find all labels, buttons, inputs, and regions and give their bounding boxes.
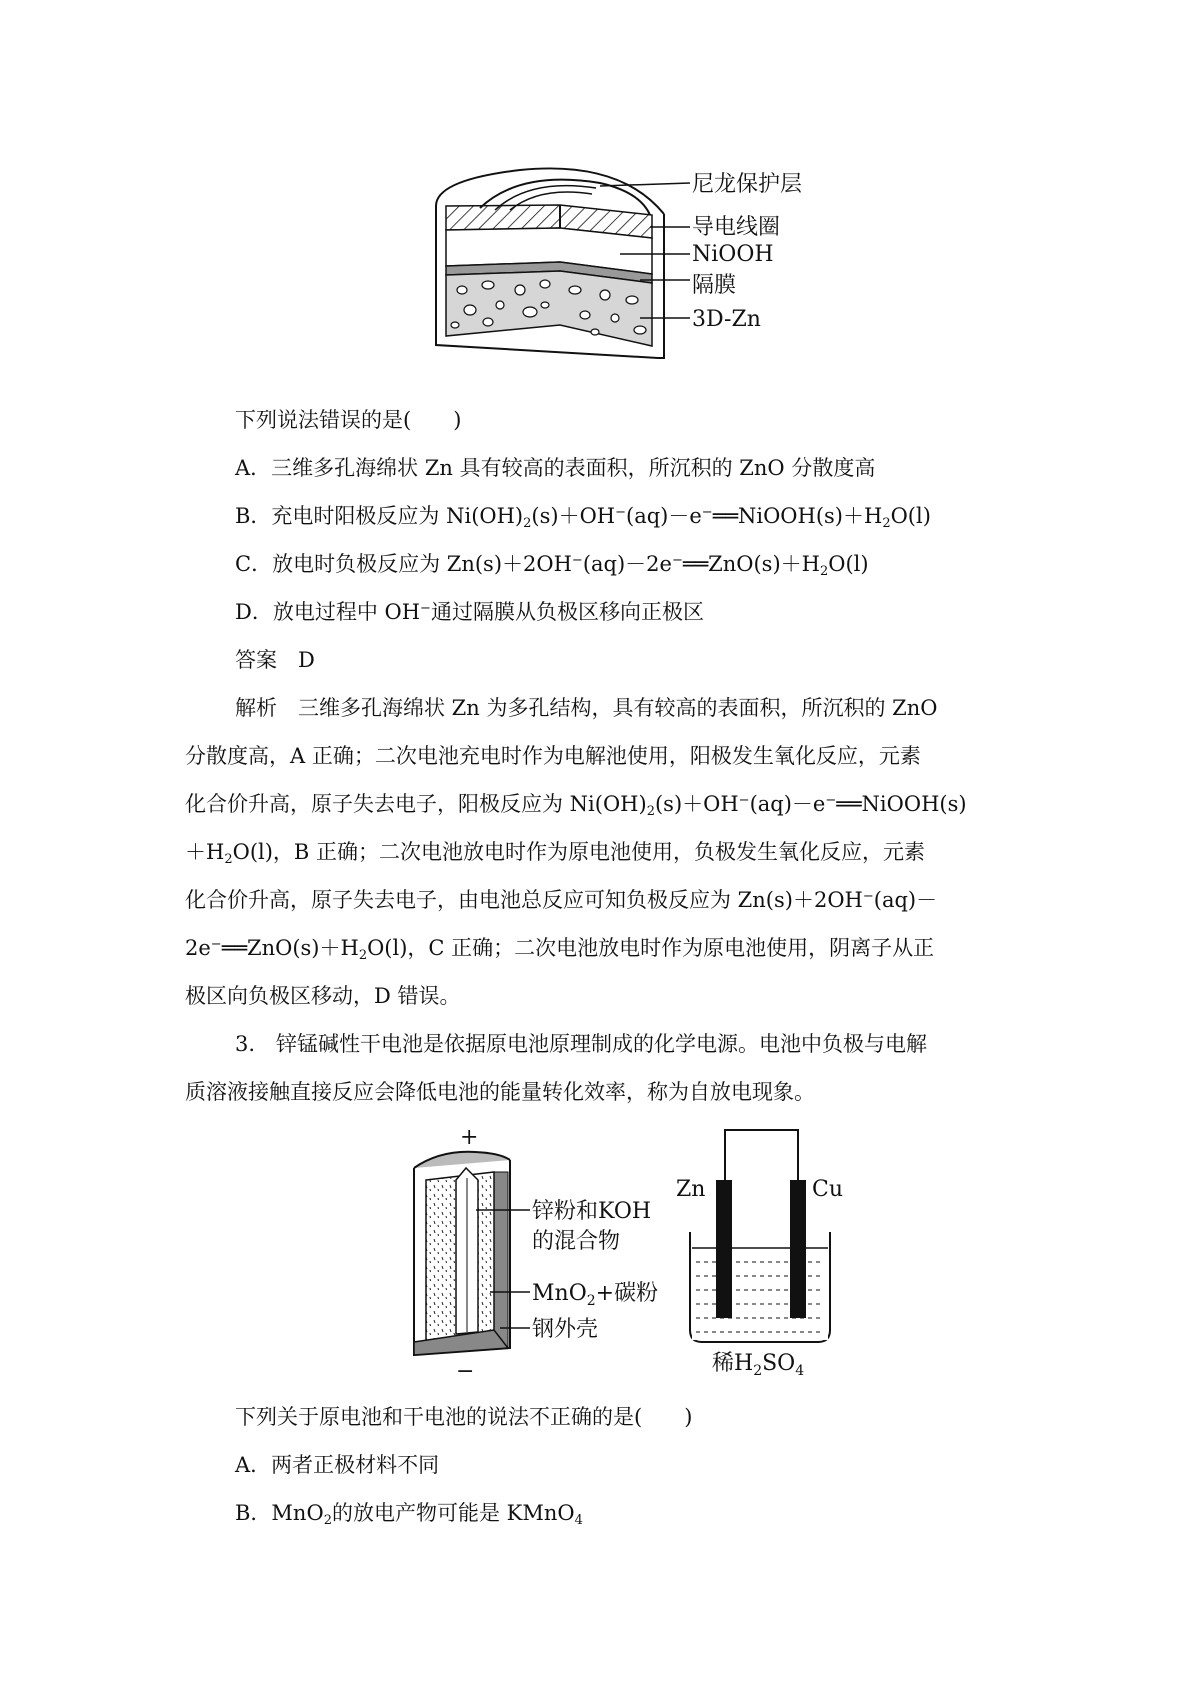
- q2-option-b: B．充电时阳极反应为 $Ni(OH)_2(s)+OH^-(aq)-e^-══NiOOH(s)+H_2O(l)$: [235, 504, 931, 531]
- label-3d-zn: 3D-Zn: [692, 307, 761, 332]
- q3-option-b: B．MnO$_2$的放电产物可能是 KMnO$_4$: [235, 1501, 583, 1528]
- zn-electrode: [716, 1180, 732, 1318]
- q3-option-a: A．两者正极材料不同: [235, 1453, 440, 1477]
- label-dilute-h2so4: 稀$H_2SO_4$: [712, 1351, 805, 1379]
- q2-analysis-line-1: 解析 三维多孔海绵状 Zn 为多孔结构，具有较高的表面积，所沉积的 ZnO: [235, 696, 938, 720]
- q2-option-c: C．放电时负极反应为 $Zn(s)+2OH^-(aq)-2e^-══ZnO(s)+H_2O(l)$: [235, 552, 869, 579]
- q2-answer: 答案 D: [235, 648, 315, 672]
- label-zn: Zn: [676, 1177, 706, 1202]
- battery-structure-figure: [0, 0, 1190, 360]
- label-separator: 隔膜: [692, 273, 737, 298]
- q2-analysis-line-6: $2e^-══ZnO(s)+H_2O(l)$，C 正确；二次电池放电时作为原电池使用，阴离子从正: [185, 936, 935, 963]
- label-zn-koh-2: 的混合物: [532, 1229, 621, 1254]
- q2-analysis-line-7: 极区向负极区移动，D 错误。: [185, 984, 461, 1008]
- q2-analysis-line-5: 化合价升高，原子失去电子，由电池总反应可知负极反应为 Zn(s)＋2OH−(aq)－: [185, 888, 938, 912]
- label-nylon: 尼龙保护层: [692, 172, 803, 197]
- q2-analysis-line-3: 化合价升高，原子失去电子，阳极反应为 $Ni(OH)_2(s)+OH^-(aq)-e^-══NiOOH(s)$: [185, 792, 967, 819]
- label-steel-shell: 钢外壳: [532, 1317, 599, 1342]
- cells-figure: [0, 1120, 1190, 1384]
- minus-terminal: −: [456, 1359, 475, 1384]
- dry-cell: [414, 1125, 658, 1384]
- cu-electrode: [790, 1180, 806, 1318]
- q2-analysis-line-2: 分散度高，A 正确；二次电池充电时作为电解池使用，阳极发生氧化反应，元素: [185, 744, 921, 768]
- label-coil: 导电线圈: [692, 215, 781, 240]
- label-zn-koh-1: 锌粉和KOH: [532, 1199, 652, 1224]
- q3-intro-line-2: 质溶液接触直接反应会降低电池的能量转化效率，称为自放电现象。: [185, 1080, 815, 1104]
- q2-analysis-line-4: $+H_2O(l)$，B 正确；二次电池放电时作为原电池使用，负极发生氧化反应，元素: [185, 840, 926, 867]
- galvanic-cell: [676, 1130, 843, 1379]
- q2-option-d: D．放电过程中 OH−通过隔膜从负极区移向正极区: [235, 600, 704, 624]
- label-niooh: NiOOH: [692, 242, 774, 267]
- label-mno2-carbon: MnO$_2$+碳粉: [532, 1281, 659, 1309]
- q3-intro-line-1: 3. 锌锰碱性干电池是依据原电池原理制成的化学电源。电池中负极与电解: [235, 1032, 928, 1056]
- q3-stem: 下列关于原电池和干电池的说法不正确的是( ): [235, 1405, 693, 1429]
- plus-terminal: +: [460, 1125, 479, 1150]
- q2-option-a: A．三维多孔海绵状 Zn 具有较高的表面积，所沉积的 ZnO 分散度高: [235, 456, 876, 480]
- q2-stem: 下列说法错误的是( ): [235, 408, 462, 432]
- label-cu: Cu: [812, 1177, 844, 1202]
